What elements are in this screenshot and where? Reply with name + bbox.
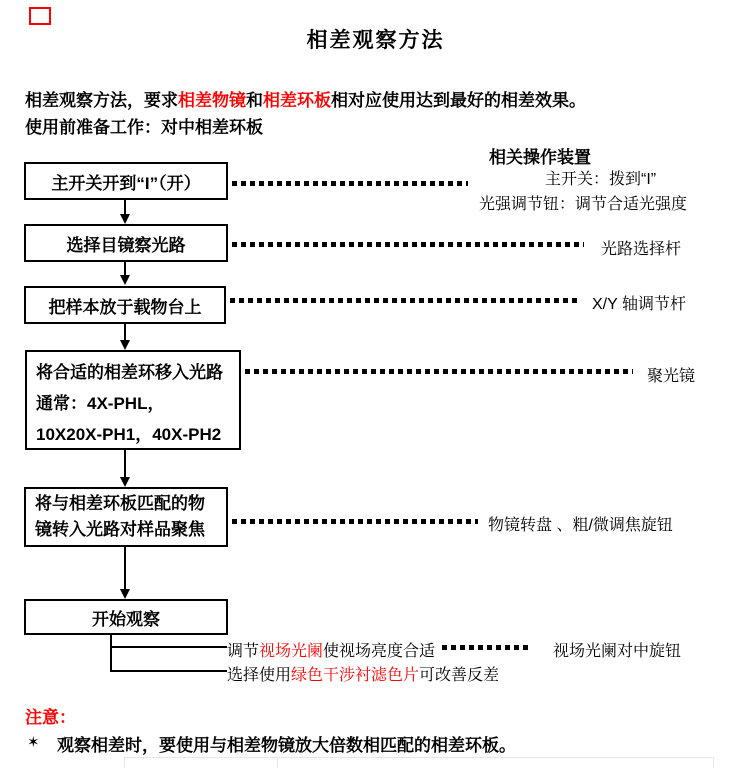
flow-step-start-observe [24, 599, 228, 635]
red-marker-box [29, 7, 51, 25]
flow-step-insert-phase-ring-line3: 10X20X-PH1，40X-PH2 [36, 425, 222, 444]
intro-seg-phase-ring-plate: 相差环板 [263, 91, 331, 110]
flow-step-power-on-label: 主开关开到“I”（开） [51, 173, 201, 193]
branch2-seg-1: 选择使用 [227, 667, 292, 684]
related-devices-heading: 相关操作装置 [489, 148, 591, 167]
arrow-down-icon [120, 477, 130, 487]
arrow-down-icon [120, 214, 130, 224]
flow-step-select-eyepiece-path-label: 选择目镜察光路 [66, 235, 186, 255]
branch-line-green-filter [227, 662, 499, 685]
intro-line-2: 使用前准备工作：对中相差环板 [25, 118, 263, 137]
flow-step-place-sample-label: 把样本放于载物台上 [48, 297, 202, 317]
label-nosepiece-focus-knob: 物镜转盘 、粗/微调焦旋钮 [488, 517, 673, 534]
flow-connector-line-5 [124, 547, 126, 589]
intro-seg-3: 相对应使用达到最好的相差效果。 [331, 91, 586, 110]
intro-seg-1: 相差观察方法，要求 [25, 91, 178, 110]
arrow-down-icon [120, 340, 130, 350]
intro-seg-2: 和 [246, 91, 263, 110]
dotted-leader-power [232, 181, 468, 186]
branch1-seg-red: 视场光阑 [259, 643, 324, 660]
flow-step-match-objective-focus [24, 487, 228, 547]
intro-line-1 [25, 86, 586, 111]
note-heading: 注意： [25, 708, 76, 727]
label-field-diaphragm-knob: 视场光阑对中旋钮 [553, 643, 682, 660]
flow-step-match-objective-line1: 将与相差环板匹配的物 [35, 494, 205, 513]
flow-step-place-sample [24, 286, 226, 324]
label-light-path-lever: 光路选择杆 [601, 241, 682, 258]
flow-connector-line-3 [124, 324, 126, 340]
branch-line-field-diaphragm [227, 638, 435, 661]
branch-connector-horizontal-2 [110, 670, 227, 672]
dotted-leader-field-diaphragm [442, 645, 528, 650]
arrow-down-icon [120, 275, 130, 285]
dotted-leader-nosepiece [232, 519, 478, 524]
flow-connector-line-1 [124, 200, 126, 214]
label-condenser: 聚光镜 [647, 368, 696, 385]
flow-connector-line-2 [124, 262, 126, 275]
flow-connector-line-4 [124, 450, 126, 477]
intro-seg-phase-objective: 相差物镜 [178, 91, 246, 110]
table-border-right [713, 757, 714, 768]
branch1-seg-2: 使视场亮度合适 [323, 643, 436, 660]
page-title: 相差观察方法 [306, 29, 445, 52]
flow-step-start-observe-label: 开始观察 [92, 609, 160, 629]
branch1-seg-1: 调节 [227, 643, 260, 660]
label-xy-axis-lever: X/Y 轴调节杆 [592, 296, 686, 313]
flow-step-insert-phase-ring-line1: 将合适的相差环移入光路 [36, 363, 223, 382]
flow-step-power-on [24, 162, 228, 200]
branch-connector-vertical [110, 635, 112, 672]
flow-step-insert-phase-ring [25, 350, 241, 450]
flow-step-select-eyepiece-path [24, 224, 228, 262]
table-border-top [124, 757, 714, 758]
branch-connector-horizontal-1 [110, 646, 227, 648]
dotted-leader-lightpath [232, 242, 584, 247]
flow-step-insert-phase-ring-line2: 通常：4X-PHL， [36, 394, 165, 413]
table-border-left [124, 757, 125, 768]
branch2-seg-2: 可改善反差 [419, 667, 500, 684]
label-intensity-knob: 光强调节钮：调节合适光强度 [479, 196, 688, 213]
label-main-switch: 主开关：拨到“I” [545, 171, 657, 188]
flow-step-match-objective-line2: 镜转入光路对样品聚焦 [35, 520, 205, 539]
branch2-seg-red: 绿色干涉衬滤色片 [291, 667, 420, 684]
dotted-leader-xy [230, 298, 578, 303]
note-text: 观察相差时，要使用与相差物镜放大倍数相匹配的相差环板。 [57, 736, 516, 755]
table-border-divider [277, 757, 278, 768]
dotted-leader-condenser [245, 369, 633, 374]
star-bullet-icon: ✶ [27, 734, 40, 751]
arrow-down-icon [120, 589, 130, 599]
